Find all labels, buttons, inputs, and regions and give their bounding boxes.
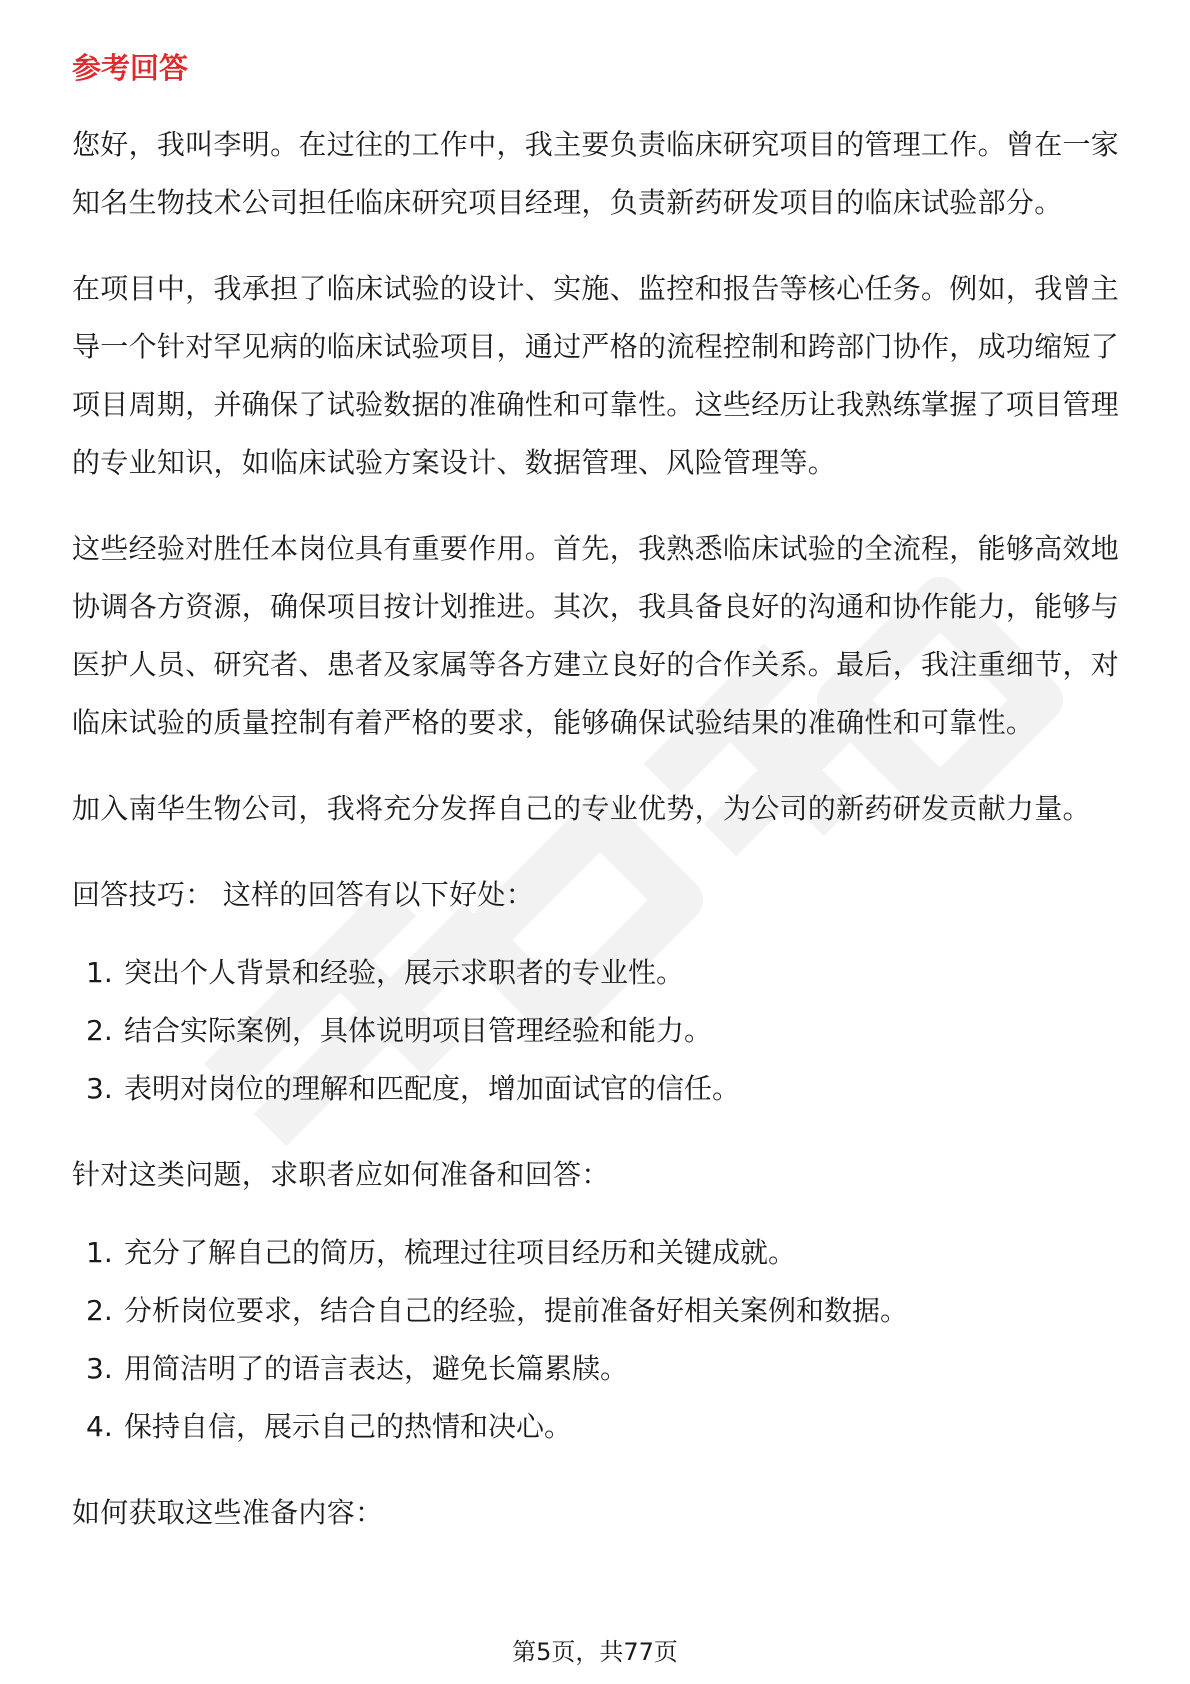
section-heading: 参考回答	[72, 51, 189, 85]
list-number: 2.	[86, 1014, 113, 1047]
list-item	[72, 1282, 1122, 1340]
paragraph: 您好，我叫李明。在过往的工作中，我主要负责临床研究项目的管理工作。曾在一家知名生物技术公司担任临床研究项目经理，负责新药研发项目的临床试验部分。	[72, 128, 1120, 219]
list-number: 4.	[86, 1410, 113, 1443]
list-number: 2.	[86, 1294, 113, 1327]
paragraph: 这些经验对胜任本岗位具有重要作用。首先，我熟悉临床试验的全流程，能够高效地协调各方资源，确保项目按计划推进。其次，我具备良好的沟通和协作能力，能够与医护人员、研究者、患者及家属等各方建立良好的合作关系。最后，我注重细节，对临床试验的质量控制有着严格的要求，能够确保试验结果的准确性和可靠性。	[72, 532, 1120, 739]
list-number: 1.	[86, 956, 113, 989]
list-text: 充分了解自己的简历，梳理过往项目经历和关键成就。	[124, 1236, 797, 1269]
list-number: 1.	[86, 1236, 113, 1269]
closing-line: 如何获取这些准备内容：	[72, 1496, 384, 1529]
list-item	[72, 1060, 1122, 1118]
prep-intro: 针对这类问题，求职者应如何准备和回答：	[72, 1158, 610, 1191]
list-item	[72, 1398, 1122, 1456]
tips-intro: 回答技巧： 这样的回答有以下好处：	[72, 878, 535, 911]
list-text: 用简洁明了的语言表达，避免长篇累牍。	[124, 1352, 629, 1385]
prep-list	[72, 1224, 1122, 1456]
list-text: 保持自信，展示自己的热情和决心。	[124, 1410, 573, 1443]
paragraph: 在项目中，我承担了临床试验的设计、实施、监控和报告等核心任务。例如，我曾主导一个针对罕见病的临床试验项目，通过严格的流程控制和跨部门协作，成功缩短了项目周期，并确保了试验数据的准确性和可靠性。这些经历让我熟练掌握了项目管理的专业知识，如临床试验方案设计、数据管理、风险管理等。	[72, 272, 1120, 479]
list-number: 3.	[86, 1352, 113, 1385]
list-item	[72, 1340, 1122, 1398]
paragraph: 加入南华生物公司，我将充分发挥自己的专业优势，为公司的新药研发贡献力量。	[72, 792, 1091, 825]
list-item	[72, 944, 1122, 1002]
tips-list	[72, 944, 1122, 1118]
list-text: 突出个人背景和经验，展示求职者的专业性。	[124, 956, 685, 989]
document-page	[72, 46, 1122, 1570]
list-text: 分析岗位要求，结合自己的经验，提前准备好相关案例和数据。	[124, 1294, 909, 1327]
list-number: 3.	[86, 1072, 113, 1105]
page-footer: 第5页，共77页	[512, 1638, 678, 1666]
list-text: 表明对岗位的理解和匹配度，增加面试官的信任。	[124, 1072, 741, 1105]
list-text: 结合实际案例，具体说明项目管理经验和能力。	[124, 1014, 713, 1047]
list-item	[72, 1224, 1122, 1282]
list-item	[72, 1002, 1122, 1060]
